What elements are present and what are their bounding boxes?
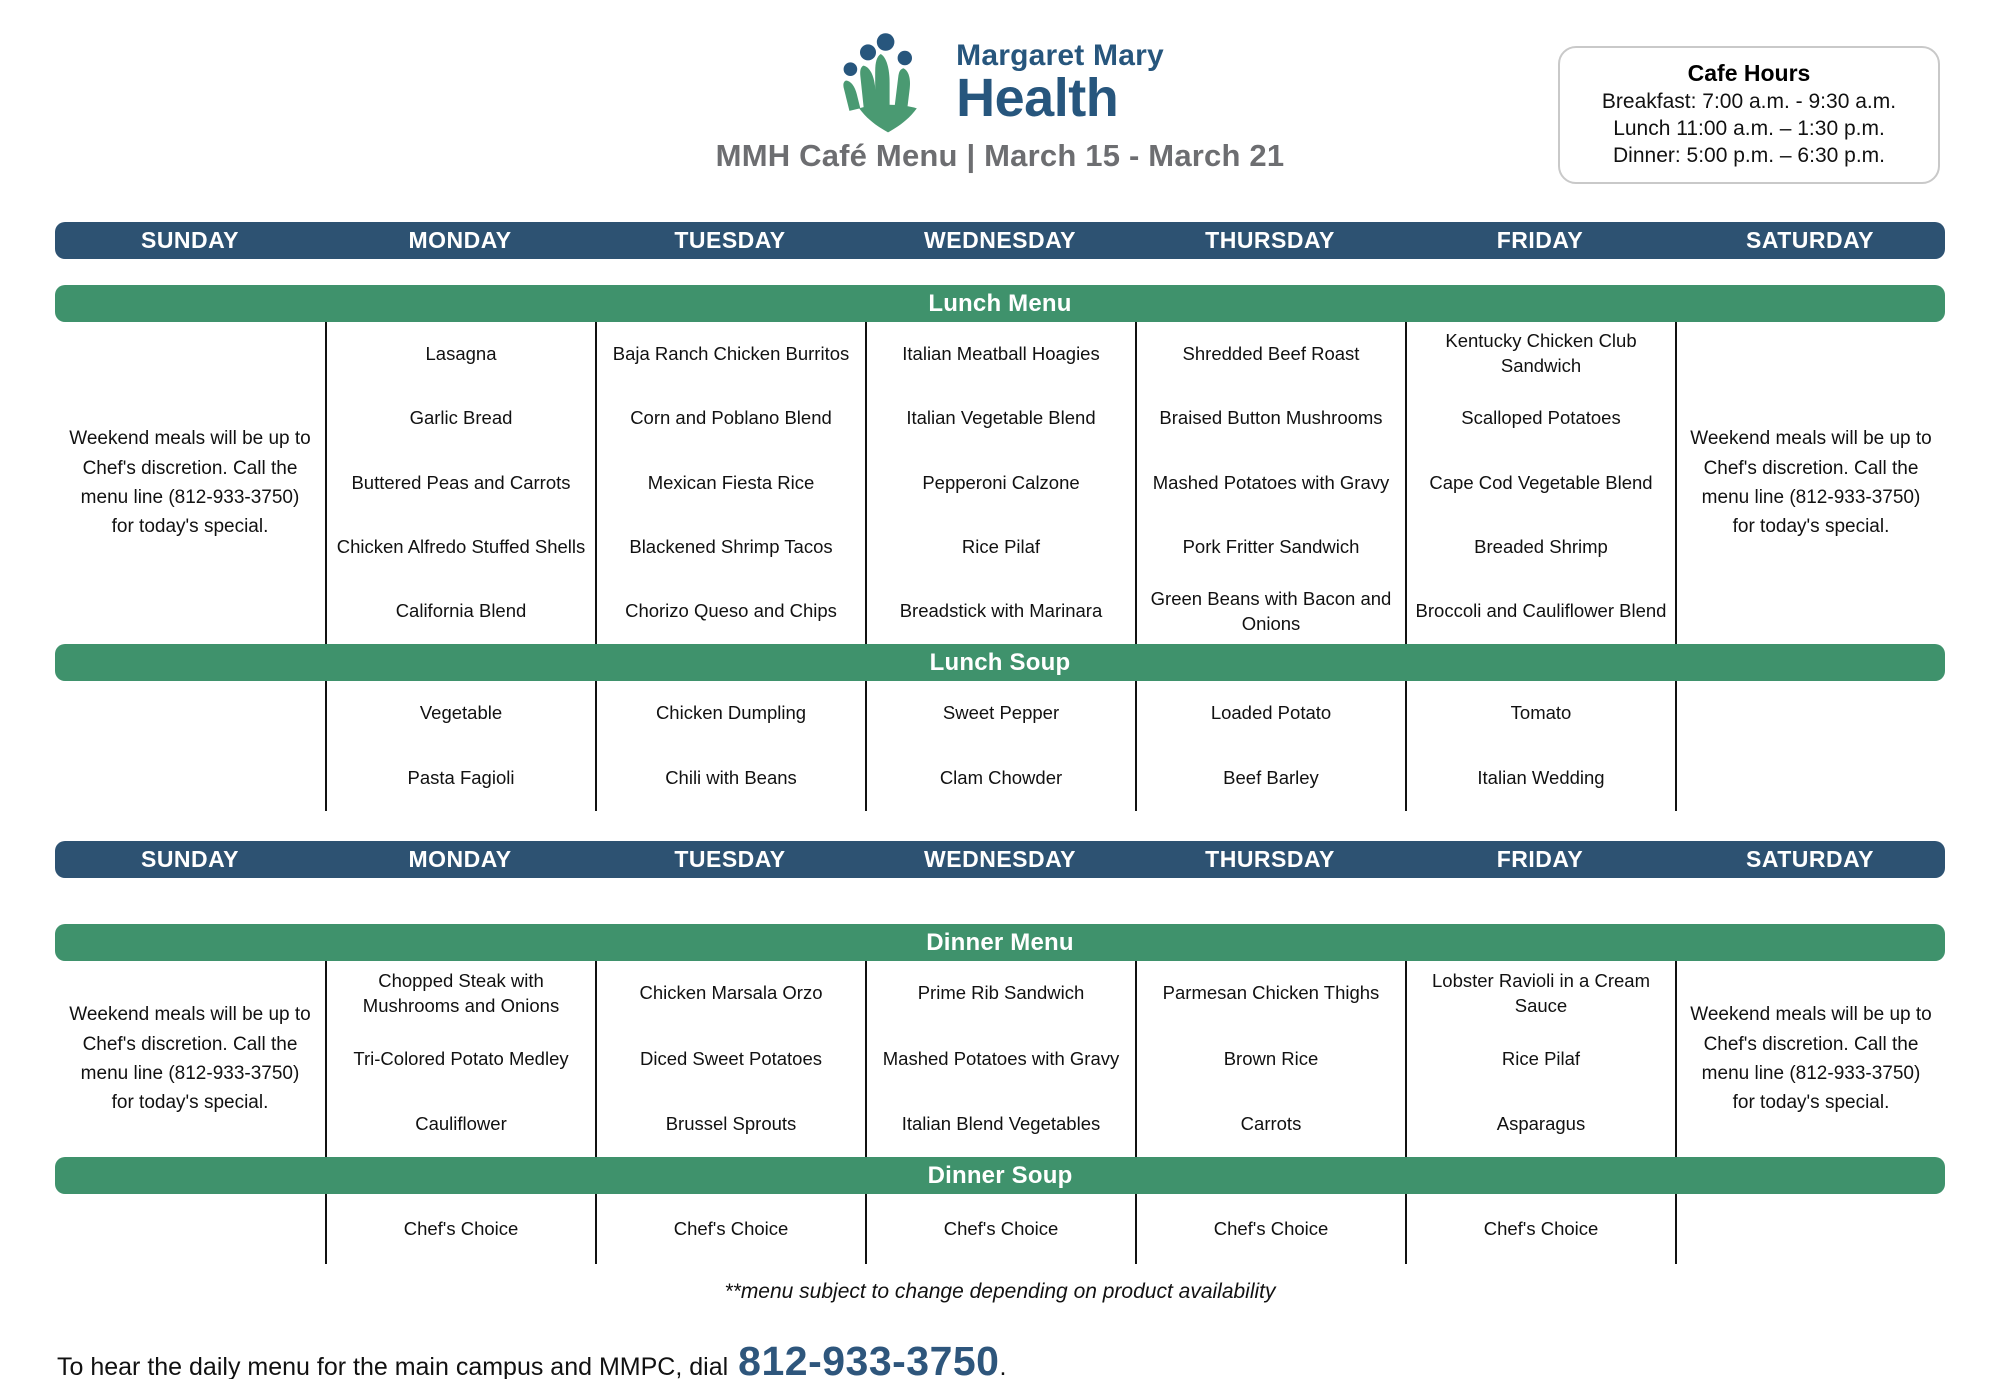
menu-item: Chicken Dumpling xyxy=(655,702,807,724)
cafe-hours-lunch: Lunch 11:00 a.m. – 1:30 p.m. xyxy=(1613,117,1885,140)
menu-item: Garlic Bread xyxy=(409,407,513,429)
daily-menu-phone-number: 812-933-3750 xyxy=(738,1338,1000,1379)
menu-item: Pasta Fagioli xyxy=(407,767,515,789)
lunch-col-saturday xyxy=(1675,322,1945,644)
cafe-hours-title: Cafe Hours xyxy=(1687,60,1811,86)
lunch-menu-band: Lunch Menu xyxy=(55,285,1945,322)
dinner-soup-col-monday xyxy=(325,1194,595,1264)
lunch-soup-col-tuesday xyxy=(595,681,865,811)
menu-item: Carrots xyxy=(1240,1112,1302,1134)
menu-item: Chicken Alfredo Stuffed Shells xyxy=(336,535,586,557)
dinner-soup-col-wednesday xyxy=(865,1194,1135,1264)
menu-item: Tri-Colored Potato Medley xyxy=(353,1047,569,1069)
menu-item: Italian Blend Vegetables xyxy=(901,1112,1101,1134)
page-title: MMH Café Menu | March 15 - March 21 xyxy=(715,138,1285,173)
menu-item: California Blend xyxy=(395,600,527,622)
menu-item: Rice Pilaf xyxy=(1501,1047,1581,1069)
menu-item: Rice Pilaf xyxy=(961,535,1041,557)
day-header-sunday: SUNDAY xyxy=(140,846,239,872)
daily-menu-phone-line xyxy=(57,1338,2000,1379)
dinner-soup-col-friday xyxy=(1405,1194,1675,1264)
menu-item: Breadstick with Marinara xyxy=(899,600,1103,622)
menu-item: Shredded Beef Roast xyxy=(1182,342,1360,364)
menu-item: Mashed Potatoes with Gravy xyxy=(1152,471,1390,493)
menu-item: Chef's Choice xyxy=(403,1217,519,1239)
cafe-hours-box xyxy=(1558,46,1940,184)
daily-menu-phone-text: To hear the daily menu for the main campus and MMPC, dial xyxy=(57,1353,729,1379)
brand-name xyxy=(956,39,1164,129)
dinner-soup-grid xyxy=(55,1194,1945,1264)
menu-item: Mexican Fiesta Rice xyxy=(647,471,815,493)
menu-item: Lasagna xyxy=(425,342,497,364)
dinner-col-wednesday xyxy=(865,961,1135,1157)
menu-item: Pepperoni Calzone xyxy=(922,471,1080,493)
menu-item: Chef's Choice xyxy=(1213,1217,1329,1239)
dinner-col-sunday xyxy=(55,961,325,1157)
menu-item: Breaded Shrimp xyxy=(1474,535,1608,557)
day-header-saturday: SATURDAY xyxy=(1746,227,1874,253)
dinner-col-monday xyxy=(325,961,595,1157)
menu-item: Loaded Potato xyxy=(1210,702,1332,724)
menu-item: Chicken Marsala Orzo xyxy=(639,982,823,1004)
day-header-bar-lunch xyxy=(55,222,1945,259)
cafe-hours-breakfast: Breakfast: 7:00 a.m. - 9:30 a.m. xyxy=(1601,90,1897,113)
day-header-tuesday: TUESDAY xyxy=(674,846,786,872)
weekend-note: Weekend meals will be up to Chef's discretion. Call the menu line (812-933-3750) for today's special. xyxy=(69,428,311,538)
lunch-col-friday xyxy=(1405,322,1675,644)
menu-item: Baja Ranch Chicken Burritos xyxy=(612,342,850,364)
lunch-soup-band: Lunch Soup xyxy=(55,644,1945,681)
availability-footnote: **menu subject to change depending on product availability xyxy=(724,1280,1276,1303)
menu-item: Tomato xyxy=(1510,702,1572,724)
day-header-wednesday: WEDNESDAY xyxy=(924,227,1076,253)
menu-item: Parmesan Chicken Thighs xyxy=(1162,982,1380,1004)
menu-item: Asparagus xyxy=(1496,1112,1586,1134)
menu-item: Pork Fritter Sandwich xyxy=(1182,535,1360,557)
menu-item: Scalloped Potatoes xyxy=(1461,407,1621,429)
dinner-soup-band: Dinner Soup xyxy=(55,1157,1945,1194)
weekend-note: Weekend meals will be up to Chef's discretion. Call the menu line (812-933-3750) for today's special. xyxy=(1690,1004,1932,1114)
menu-item: Corn and Poblano Blend xyxy=(630,407,832,429)
day-header-friday: FRIDAY xyxy=(1496,846,1584,872)
lunch-col-sunday xyxy=(55,322,325,644)
menu-item: Vegetable xyxy=(419,702,503,724)
lunch-soup-grid xyxy=(55,681,1945,811)
lunch-soup-col-thursday xyxy=(1135,681,1405,811)
lunch-menu-grid xyxy=(55,322,1945,644)
menu-item: Braised Button Mushrooms xyxy=(1159,407,1383,429)
menu-item: Sweet Pepper xyxy=(942,702,1060,724)
dinner-menu-grid xyxy=(55,961,1945,1157)
lunch-col-tuesday xyxy=(595,322,865,644)
day-header-monday: MONDAY xyxy=(408,846,512,872)
cafe-hours-dinner: Dinner: 5:00 p.m. – 6:30 p.m. xyxy=(1613,144,1885,167)
day-header-thursday: THURSDAY xyxy=(1205,846,1335,872)
menu-item: Chili with Beans xyxy=(665,767,797,789)
menu-item: Cape Cod Vegetable Blend xyxy=(1429,471,1653,493)
menu-item: Chef's Choice xyxy=(673,1217,789,1239)
dinner-menu-band: Dinner Menu xyxy=(55,924,1945,961)
day-header-wednesday: WEDNESDAY xyxy=(924,846,1076,872)
brand-name-line1: Margaret Mary xyxy=(956,39,1164,73)
menu-item: Diced Sweet Potatoes xyxy=(639,1047,823,1069)
lunch-col-wednesday xyxy=(865,322,1135,644)
menu-item: Kentucky Chicken Club Sandwich xyxy=(1445,330,1637,377)
dinner-col-friday xyxy=(1405,961,1675,1157)
dinner-col-tuesday xyxy=(595,961,865,1157)
menu-table xyxy=(55,222,1945,1264)
menu-item: Buttered Peas and Carrots xyxy=(351,471,571,493)
dinner-soup-col-thursday xyxy=(1135,1194,1405,1264)
lunch-soup-col-sunday xyxy=(55,681,325,811)
dinner-soup-col-saturday xyxy=(1675,1194,1945,1264)
lunch-col-thursday xyxy=(1135,322,1405,644)
menu-item: Italian Meatball Hoagies xyxy=(902,342,1100,364)
menu-item: Italian Vegetable Blend xyxy=(906,407,1096,429)
day-header-friday: FRIDAY xyxy=(1496,227,1584,253)
lunch-soup-col-monday xyxy=(325,681,595,811)
weekend-note: Weekend meals will be up to Chef's discretion. Call the menu line (812-933-3750) for today's special. xyxy=(69,1004,311,1114)
menu-item: Prime Rib Sandwich xyxy=(917,982,1085,1004)
day-header-thursday: THURSDAY xyxy=(1205,227,1335,253)
day-header-sunday: SUNDAY xyxy=(140,227,239,253)
lunch-col-monday xyxy=(325,322,595,644)
menu-item: Mashed Potatoes with Gravy xyxy=(882,1047,1120,1069)
menu-item: Chef's Choice xyxy=(1483,1217,1599,1239)
lunch-soup-col-wednesday xyxy=(865,681,1135,811)
menu-item: Italian Wedding xyxy=(1477,767,1605,789)
lunch-soup-col-friday xyxy=(1405,681,1675,811)
menu-item: Broccoli and Cauliflower Blend xyxy=(1415,600,1667,622)
dinner-col-thursday xyxy=(1135,961,1405,1157)
menu-item: Lobster Ravioli in a Cream Sauce xyxy=(1432,969,1650,1016)
menu-item: Brussel Sprouts xyxy=(665,1112,797,1134)
menu-item: Chopped Steak with Mushrooms and Onions xyxy=(362,969,560,1016)
menu-item: Green Beans with Bacon and Onions xyxy=(1150,587,1392,634)
mmh-people-logo-icon xyxy=(836,30,940,134)
day-header-bar-dinner xyxy=(55,841,1945,878)
dinner-soup-col-tuesday xyxy=(595,1194,865,1264)
dinner-col-saturday xyxy=(1675,961,1945,1157)
day-header-tuesday: TUESDAY xyxy=(674,227,786,253)
daily-menu-phone-suffix: . xyxy=(999,1353,1007,1379)
day-header-monday: MONDAY xyxy=(408,227,512,253)
menu-item: Chorizo Queso and Chips xyxy=(625,600,837,622)
lunch-soup-col-saturday xyxy=(1675,681,1945,811)
menu-item: Chef's Choice xyxy=(943,1217,1059,1239)
menu-item: Beef Barley xyxy=(1223,767,1319,789)
menu-item: Blackened Shrimp Tacos xyxy=(629,535,833,557)
menu-item: Cauliflower xyxy=(415,1112,507,1134)
menu-item: Brown Rice xyxy=(1223,1047,1319,1069)
weekend-note: Weekend meals will be up to Chef's discretion. Call the menu line (812-933-3750) for today's special. xyxy=(1690,428,1932,538)
brand-name-line2: Health xyxy=(956,68,1119,129)
menu-item: Clam Chowder xyxy=(939,767,1063,789)
day-header-saturday: SATURDAY xyxy=(1746,846,1874,872)
dinner-soup-col-sunday xyxy=(55,1194,325,1264)
